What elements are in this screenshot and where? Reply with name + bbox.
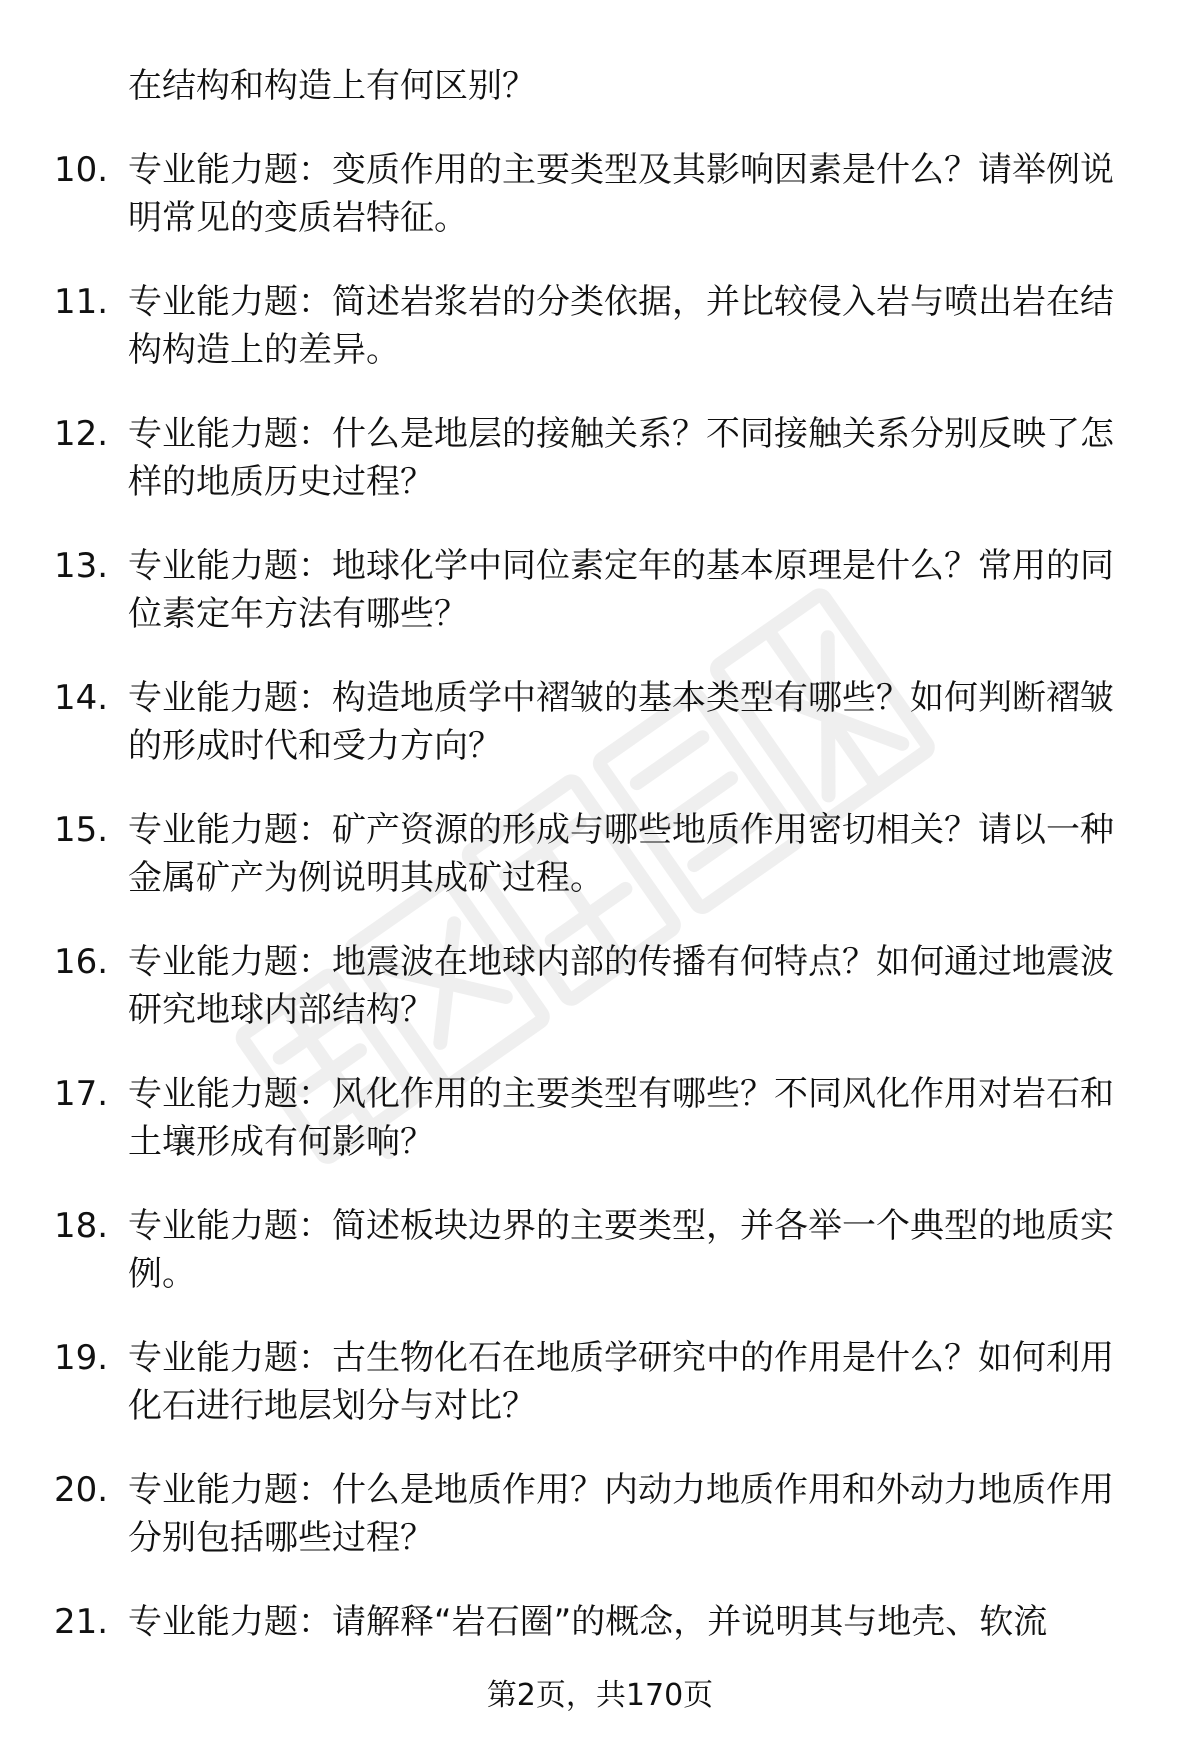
question-number: 10.: [54, 150, 109, 190]
question-text: 专业能力题：什么是地层的接触关系？不同接触关系分别反映了怎样的地质历史过程？: [128, 414, 1114, 502]
question-number: 12.: [54, 414, 109, 454]
question-item-20: [0, 1466, 1200, 1598]
question-text: 专业能力题：简述板块边界的主要类型，并各举一个典型的地质实例。: [128, 1206, 1114, 1294]
question-number: 20.: [54, 1470, 109, 1510]
question-number: 17.: [54, 1074, 109, 1114]
question-text: 专业能力题：简述岩浆岩的分类依据，并比较侵入岩与喷出岩在结构构造上的差异。: [128, 282, 1114, 370]
question-text: 专业能力题：变质作用的主要类型及其影响因素是什么？请举例说明常见的变质岩特征。: [128, 150, 1114, 238]
question-number: 21.: [54, 1602, 109, 1642]
question-number: 11.: [54, 282, 109, 322]
question-item-18: [0, 1202, 1200, 1334]
question-text: 专业能力题：矿产资源的形成与哪些地质作用密切相关？请以一种金属矿产为例说明其成矿过程。: [128, 810, 1114, 898]
page-number-footer: 第2页，共170页: [486, 1678, 714, 1713]
question-number: 16.: [54, 942, 109, 982]
question-item-11: [0, 278, 1200, 410]
question-item-16: [0, 938, 1200, 1070]
question-number: 18.: [54, 1206, 109, 1246]
question-text: 专业能力题：地球化学中同位素定年的基本原理是什么？常用的同位素定年方法有哪些？: [128, 546, 1114, 634]
question-text: 专业能力题：地震波在地球内部的传播有何特点？如何通过地震波研究地球内部结构？: [128, 942, 1114, 1030]
question-text: 专业能力题：构造地质学中褶皱的基本类型有哪些？如何判断褶皱的形成时代和受力方向？: [128, 678, 1114, 766]
question-item-10: [0, 146, 1200, 278]
question-text: 专业能力题：什么是地质作用？内动力地质作用和外动力地质作用分别包括哪些过程？: [128, 1470, 1114, 1558]
question-item-14: [0, 674, 1200, 806]
question-list: [0, 146, 1200, 1730]
question-text: 专业能力题：古生物化石在地质学研究中的作用是什么？如何利用化石进行地层划分与对比？: [128, 1338, 1114, 1426]
question-number: 19.: [54, 1338, 109, 1378]
question-number: 13.: [54, 546, 109, 586]
question-item-13: [0, 542, 1200, 674]
question-number: 15.: [54, 810, 109, 850]
question-text: 专业能力题：风化作用的主要类型有哪些？不同风化作用对岩石和土壤形成有何影响？: [128, 1074, 1114, 1162]
question-number: 14.: [54, 678, 109, 718]
question-item-12: [0, 410, 1200, 542]
question-item-15: [0, 806, 1200, 938]
question-text: 专业能力题：请解释“岩石圈”的概念，并说明其与地壳、软流: [128, 1602, 1048, 1642]
question-item-19: [0, 1334, 1200, 1466]
previous-question-continuation: 在结构和构造上有何区别？: [128, 66, 536, 106]
question-item-17: [0, 1070, 1200, 1202]
